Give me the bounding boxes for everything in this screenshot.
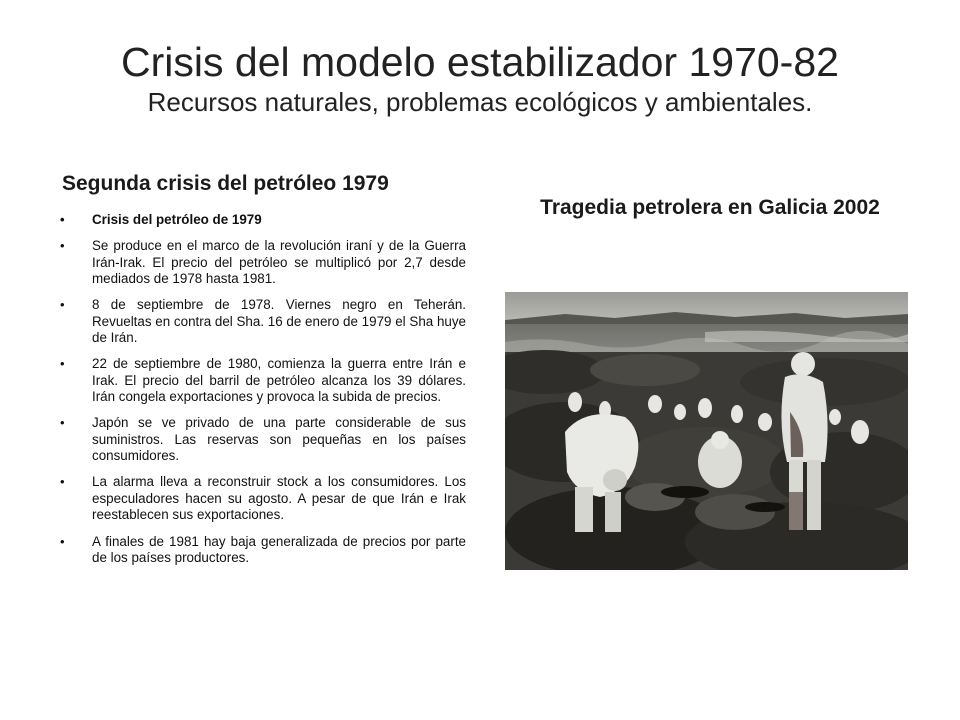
- bullet-text: Crisis del petróleo de 1979: [92, 212, 262, 227]
- list-item: [58, 534, 466, 567]
- bullet-icon: •: [60, 238, 65, 254]
- bullet-icon: •: [60, 356, 65, 372]
- slide-title-block: [40, 40, 920, 117]
- bullet-icon: •: [60, 297, 65, 313]
- bullet-list: [58, 212, 466, 576]
- bullet-icon: •: [60, 212, 65, 227]
- bullet-text: 8 de septiembre de 1978. Viernes negro en Teherán. Revueltas en contra del Sha. 16 de enero de 1979 el Sha huye de Irán.: [92, 297, 466, 346]
- bullet-icon: •: [60, 474, 65, 490]
- right-column-heading: Tragedia petrolera en Galicia 2002: [540, 196, 880, 219]
- oil-spill-photo: [505, 292, 908, 570]
- list-item: [58, 356, 466, 405]
- list-item: [58, 474, 466, 523]
- list-item: [58, 212, 466, 228]
- bullet-text: Se produce en el marco de la revolución iraní y de la Guerra Irán-Irak. El precio del petróleo se multiplicó por 2,7 desde mediados de 1978 hasta 1981.: [92, 238, 466, 287]
- left-column-heading: Segunda crisis del petróleo 1979: [62, 172, 389, 195]
- bullet-icon: •: [60, 533, 65, 549]
- bullet-text: La alarma lleva a reconstruir stock a los consumidores. Los especuladores hacen su agosto. A pesar de que Irán e Irak reestablecen sus exportaciones.: [92, 474, 466, 523]
- list-item: [58, 415, 466, 464]
- slide-subtitle: Recursos naturales, problemas ecológicos y ambientales.: [147, 86, 813, 117]
- bullet-text: Japón se ve privado de una parte considerable de sus suministros. Las reservas son pequeñas en los países consumidores.: [92, 415, 466, 464]
- bullet-icon: •: [60, 415, 65, 431]
- oil-spill-photo-illustration: [505, 292, 908, 570]
- slide-title: Crisis del modelo estabilizador 1970-82: [121, 39, 839, 85]
- list-item: [58, 238, 466, 287]
- bullet-text: 22 de septiembre de 1980, comienza la guerra entre Irán e Irak. El precio del barril de petróleo alcanza los 39 dólares. Irán congela exportaciones y provoca la subida de precios.: [92, 356, 466, 405]
- bullet-text: A finales de 1981 hay baja generalizada de precios por parte de los países productores.: [92, 533, 466, 565]
- list-item: [58, 297, 466, 346]
